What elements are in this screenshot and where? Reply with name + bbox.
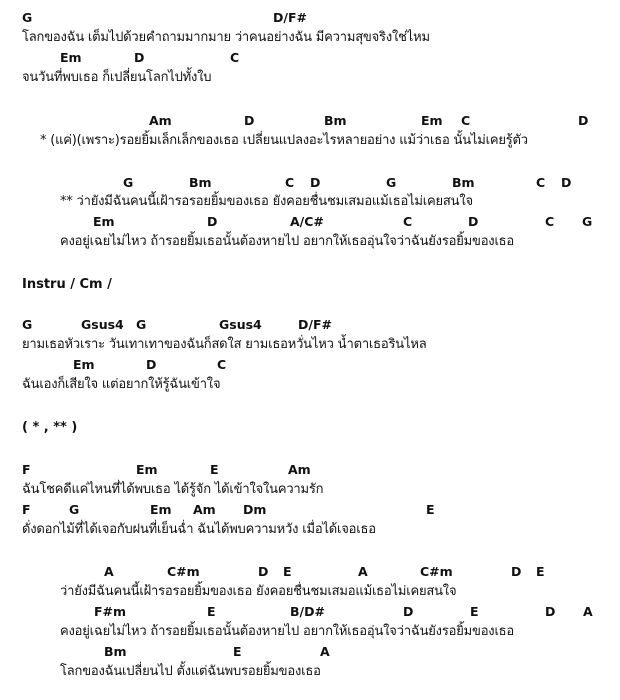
chord: D [310,175,321,190]
chord: G [69,502,80,517]
chord: D [207,214,218,229]
lyric: คงอยู่เฉยไม่ไหว ถ้ารอยยิ้มเธอนั้นต้องหายไป อยากให้เธออุ่นใจว่าฉันยังรอยิ้มของเธอ [60,234,515,249]
chord: Em [136,462,158,477]
chord: Am [149,113,172,128]
lyric: คงอยู่เฉยไม่ไหว ถ้ารอยยิ้มเธอนั้นต้องหายไป อยากให้เธออุ่นใจว่าฉันยังรอยิ้มของเธอ [60,624,515,639]
chord: D [468,214,479,229]
chord: Bm [104,644,127,659]
chord: G [582,214,593,229]
chord: C [285,175,295,190]
chord: Bm [189,175,212,190]
chord: E [207,604,216,619]
chord: Em [60,50,82,65]
chord: C [545,214,555,229]
chord: D [545,604,556,619]
lyric: โลกของฉันเปลี่ยนไป ตั้งแต่ฉันพบรอยยิ้มของเธอ [60,664,321,679]
chord: E [536,564,545,579]
chord: A [320,644,330,659]
chord: Am [288,462,311,477]
chord: D [578,113,589,128]
chord: A [358,564,368,579]
chord: G [136,317,147,332]
chord: C#m [167,564,200,579]
chord: E [470,604,479,619]
lyric: ว่ายังมีฉันคนนี้เฝ้ารอรอยยิ้มของเธอ ยังคอยชื่นชมเสมอแม้เธอไม่เคยสนใจ [60,584,457,599]
chord: G [22,10,33,25]
chord: D/F# [273,10,307,25]
chord: D [258,564,269,579]
chord: Em [421,113,443,128]
chord: C [217,357,227,372]
lyric: ฉันเองก็เสียใจ แต่อยากให้รู้ฉันเข้าใจ [22,377,221,392]
chord: E [426,502,435,517]
chord: Em [73,357,95,372]
chord: Em [93,214,115,229]
chord: E [283,564,292,579]
chord: A/C# [290,214,324,229]
chord: C [230,50,240,65]
chord: Dm [243,502,267,517]
lyric: ดั่งดอกไม้ที่ได้เจอกับฝนที่เย็นฉ่ำ ฉันได้พบความหวัง เมื่อได้เจอเธอ [22,522,376,537]
instru-label: Instru / Cm / [22,277,112,292]
chord: C [536,175,546,190]
lyric: จนวันที่พบเธอ ก็เปลี่ยนโลกไปทั้งใบ [22,70,212,85]
chord: C#m [420,564,453,579]
chord: G [22,317,33,332]
chord: D [561,175,572,190]
chord: C [461,113,471,128]
chord: B/D# [290,604,325,619]
chord: D [134,50,145,65]
chord: A [104,564,114,579]
chord: E [210,462,219,477]
chord: G [123,175,134,190]
lyric: * (แค่)(เพราะ)รอยยิ้มเล็กเล็กของเธอ เปลี่ยนแปลงอะไรหลายอย่าง แม้ว่าเธอ นั้นไม่เคยรู้ตัว [40,133,528,148]
chord: D [403,604,414,619]
chord: D [146,357,157,372]
chord: Gsus4 [219,317,262,332]
chord: F#m [94,604,127,619]
chord: Bm [324,113,347,128]
chord: Am [193,502,216,517]
chord: G [386,175,397,190]
repeat-marker: ( * , ** ) [22,420,78,435]
lyric: ยามเธอหัวเราะ วันเทาเทาของฉันก็สดใส ยามเธอหวั่นไหว น้ำตาเธอรินไหล [22,337,427,352]
lyric: ฉันโชคดีแค่ไหนที่ได้พบเธอ ได้รู้จัก ได้เข้าใจในความรัก [22,482,324,497]
chord: Em [150,502,172,517]
chord: F [22,502,31,517]
lyric: ** ว่ายังมีฉันคนนี้เฝ้ารอรอยยิ้มของเธอ ยังคอยชื่นชมเสมอแม้เธอไม่เคยสนใจ [60,194,473,209]
chord: D/F# [298,317,332,332]
chord: Bm [452,175,475,190]
chord: C [403,214,413,229]
chord: D [244,113,255,128]
lyric: โลกของฉัน เต็มไปด้วยคำถามมากมาย ว่าคนอย่างฉัน มีความสุขจริงใช่ไหม [22,30,430,45]
chord: Gsus4 [81,317,124,332]
chord: D [511,564,522,579]
chord: F [22,462,31,477]
chord: E [233,644,242,659]
chord: A [583,604,593,619]
